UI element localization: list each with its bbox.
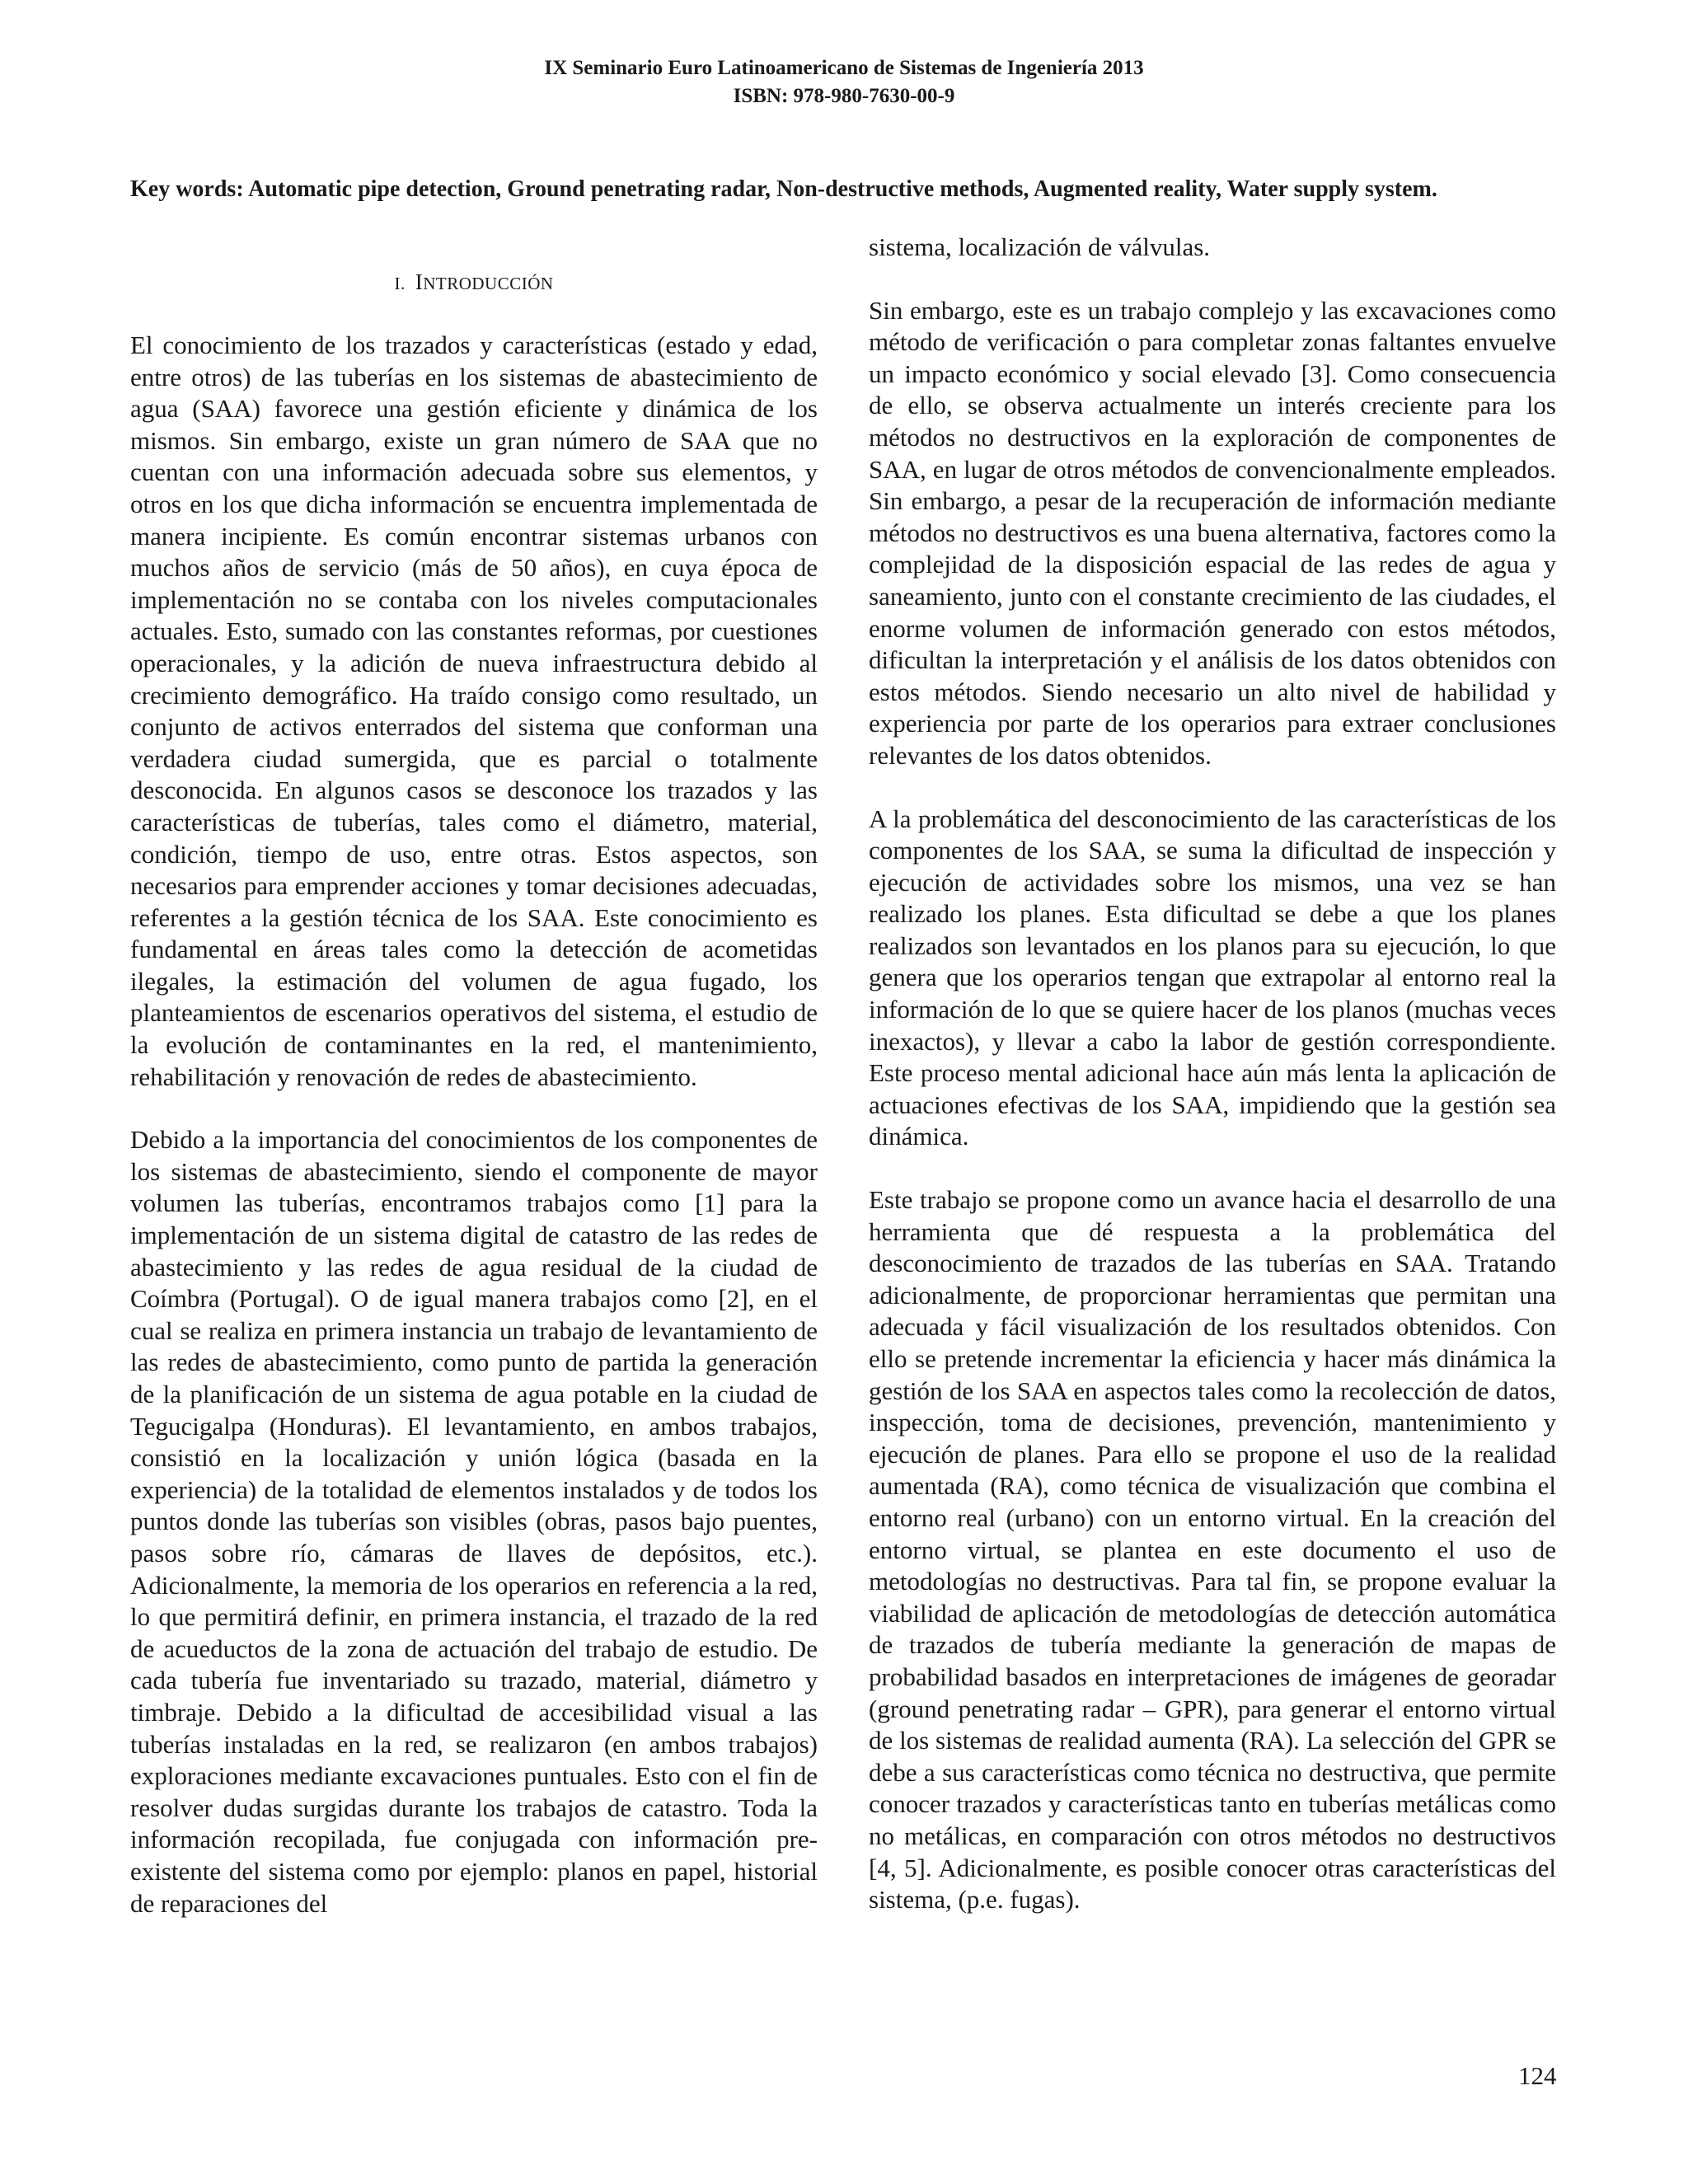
paragraph: El conocimiento de los trazados y características (estado y edad, entre otros) de las tuberías en los sistemas de abastecimiento de agua (SAA) favorece una gestión eficiente y dinámica de los mismos. Sin embargo, existe un gran número de SAA que no cuentan con una información adecuada sobre sus elementos, y otros en los que dicha información se encuentra implementada de manera incipiente. Es común encontrar sistemas urbanos con muchos años de servicio (más de 50 años), en cuya época de implementación no se contaba con los niveles computacionales actuales. Esto, sumado con las constantes reformas, por cuestiones operacionales, y la adición de nueva infraestructura debido al crecimiento demográfico. Ha traído consigo como resultado, un conjunto de activos enterrados del sistema que conforman una verdadera ciudad sumergida, que es parcial o totalmente desconocida. En algunos casos se desconoce los trazados y las características de tuberías, tales como el diámetro, material, condición, tiempo de uso, entre otras. Estos aspectos, son necesarios para emprender acciones y tomar decisiones adecuadas, referentes a la gestión técnica de los SAA. Este conocimiento es fundamental en áreas tales como la detección de acometidas ilegales, la estimación del volumen de agua fugado, los planteamientos de escenarios operativos del sistema, el estudio de la evolución de contaminantes en la red, el mantenimiento, rehabilitación y renovación de redes de abastecimiento. xyxy=(130,330,818,1091)
keywords: Key words: Automatic pipe detection, Ground penetrating radar, Non-destructive methods, Augmented reality, Water supply system. xyxy=(130,176,1437,202)
section-heading xyxy=(130,266,818,299)
page-header xyxy=(0,54,1688,110)
isbn: ISBN: 978-980-7630-00-9 xyxy=(733,85,955,107)
left-column xyxy=(130,233,818,1919)
paragraph: Debido a la importancia del conocimientos de los componentes de los sistemas de abastecimiento, siendo el componente de mayor volumen las tuberías, encontramos trabajos como [1] para la implementación de un sistema digital de catastro de las redes de abastecimiento y las redes de agua residual de la ciudad de Coímbra (Portugal). O de igual manera trabajos como [2], en el cual se realiza en primera instancia un trabajo de levantamiento de las redes de abastecimiento, como punto de partida la generación de la planificación de un sistema de agua potable en la ciudad de Tegucigalpa (Honduras). El levantamiento, en ambos trabajos, consistió en la localización y unión lógica (basada en la experiencia) de la totalidad de elementos instalados y de todos los puntos donde las tuberías son visibles (obras, pasos bajo puentes, pasos sobre río, cámaras de llaves de depósitos, etc.). Adicionalmente, la memoria de los operarios en referencia a la red, lo que permitirá definir, en primera instancia, el trazado de la red de acueductos de la zona de actuación del trabajo de estudio. De cada tubería fue inventariado su trazado, material, diámetro y timbraje. Debido a la dificultad de accesibilidad visual a las tuberías instaladas en la red, se realizaron (en ambos trabajos) exploraciones mediante excavaciones puntuales. Esto con el fin de resolver dudas surgidas durante los trabajos de catastro. Toda la información recopilada, fue conjugada con información pre-existente del sistema como por ejemplo: planos en papel, historial de reparaciones del xyxy=(130,1125,818,1918)
paragraph: A la problemática del desconocimiento de las características de los componentes de los SAA, se suma la dificultad de inspección y ejecución de actividades sobre los mismos, una vez se han realizado los planes. Esta dificultad se debe a que los planes realizados son levantados en los planos para su ejecución, lo que genera que los operarios tengan que extrapolar al entorno real la información de lo que se quiere hacer de los planos (muchas veces inexactos), y llevar a cabo la labor de gestión correspondiente. Este proceso mental adicional hace aún más lenta la aplicación de actuaciones efectivas de los SAA, impidiendo que la gestión sea dinámica. xyxy=(869,804,1556,1151)
paragraph: Este trabajo se propone como un avance hacia el desarrollo de una herramienta que dé respuesta a la problemática del desconocimiento de trazados de las tuberías en SAA. Tratando adicionalmente, de proporcionar herramientas que permitan una adecuada y fácil visualización de los resultados obtenidos. Con ello se pretende incrementar la eficiencia y hacer más dinámica la gestión de los SAA en aspectos tales como la recolección de datos, inspección, toma de decisiones, prevención, mantenimiento y ejecución de planes. Para ello se propone el uso de la realidad aumentada (RA), como técnica de visualización que combina el entorno real (urbano) con un entorno virtual. En la creación del entorno virtual, se plantea en este documento el uso de metodologías no destructivas. Para tal fin, se propone evaluar la viabilidad de aplicación de metodologías de detección automática de trazados de tubería mediante la generación de mapas de probabilidad basados en interpretaciones de imágenes de georadar (ground penetrating radar – GPR), para generar el entorno virtual de los sistemas de realidad aumenta (RA). La selección del GPR se debe a sus características como técnica no destructiva, que permite conocer trazados y características tanto en tuberías metálicas como no metálicas, en comparación con otros métodos no destructivos [4, 5]. Adicionalmente, es posible conocer otras características del sistema, (p.e. fugas). xyxy=(869,1185,1556,1915)
page-number: 124 xyxy=(1518,2061,1557,2090)
section-number: I. xyxy=(394,274,406,293)
paragraph: Sin embargo, este es un trabajo complejo y las excavaciones como método de verificación o para completar zonas faltantes envuelve un impacto económico y social elevado [3]. Como consecuencia de ello, se observa actualmente un interés creciente para los métodos no destructivos en la exploración de componentes de SAA, en lugar de otros métodos de convencionalmente empleados. Sin embargo, a pesar de la recuperación de información mediante métodos no destructivos es una buena alternativa, factores como la complejidad de la disposición espacial de las redes de agua y saneamiento, junto con el constante crecimiento de las ciudades, el enorme volumen de información generado con estos métodos, dificultan la interpretación y el análisis de los datos obtenidos con estos métodos. Siendo necesario un alto nivel de habilidad y experiencia por parte de los operarios para extraer conclusiones relevantes de los datos obtenidos. xyxy=(869,295,1556,770)
section-title-rest: NTRODUCCIÓN xyxy=(423,274,554,293)
conference-title: IX Seminario Euro Latinoamericano de Sistemas de Ingeniería 2013 xyxy=(544,57,1144,79)
right-column xyxy=(869,233,1556,1916)
paragraph-continuation: sistema, localización de válvulas. xyxy=(869,232,1211,261)
section-title-initial: I xyxy=(415,269,424,294)
